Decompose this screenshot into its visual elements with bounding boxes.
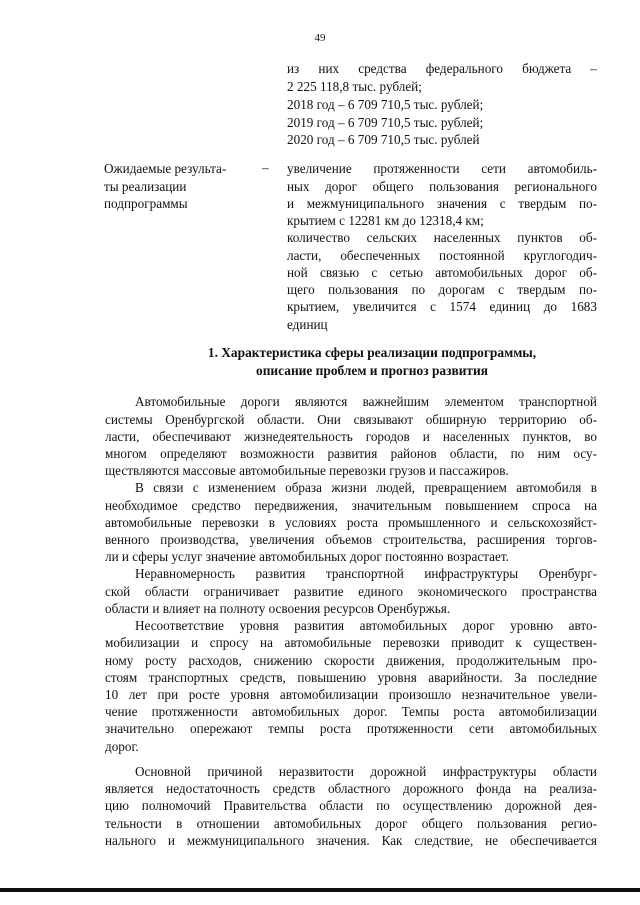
results-line: ласти, обеспеченных постоянной круглогодич- — [287, 248, 597, 263]
body-line: ществляются массовые автомобильные перевозки грузов и пассажиров. — [105, 463, 509, 478]
body-line: дорог. — [105, 739, 139, 754]
funding-line: 2018 год – 6 709 710,5 тыс. рублей; — [287, 97, 484, 112]
body-line: В связи с изменением образа жизни людей, превращением автомобиля в — [135, 480, 597, 495]
body-line: 10 лет при росте уровня автомобилизации произошло незначительное увели- — [105, 687, 597, 702]
funding-line: 2019 год – 6 709 710,5 тыс. рублей; — [287, 115, 484, 130]
body-line: ному росту расходов, снижению скорости движения, продолжительным про- — [105, 653, 597, 668]
body-line: автомобильные перевозки в условиях роста промышленного и сельскохозяйст- — [105, 515, 597, 530]
funding-line: 2 225 118,8 тыс. рублей; — [287, 79, 422, 94]
body-line: Основной причиной неразвитости дорожной инфраструктуры области — [135, 764, 597, 779]
bottom-rule — [0, 888, 640, 892]
body-line: нального и межмуниципального значения. Как следствие, не обеспечивается — [105, 833, 597, 848]
body-line: Неравномерность развития транспортной инфраструктуры Оренбург- — [135, 566, 597, 581]
body-line: многом определяют возможности развития районов области, по ним осу- — [105, 446, 597, 461]
section-heading-line: описание проблем и прогноз развития — [256, 363, 488, 378]
results-line: крытием с 12281 км до 12318,4 км; — [287, 213, 484, 228]
results-line: крытием, увеличится с 1574 единиц до 1683 — [287, 299, 597, 314]
body-line: необходимое средство передвижения, значительным повышением спроса на — [105, 498, 597, 513]
results-line: увеличение протяженности сети автомобиль- — [287, 161, 597, 176]
results-label-line: Ожидаемые результа- — [104, 161, 227, 176]
body-line: является недостаточность средств областного дорожного фонда на реализа- — [105, 781, 597, 796]
results-label-line: ты реализации — [104, 179, 187, 194]
body-line: Автомобильные дороги являются важнейшим элементом транспортной — [135, 394, 597, 409]
body-line: области и влияет на полноту освоения ресурсов Оренбуржья. — [105, 601, 451, 616]
body-line: венного производства, увеличения объемов строительства, расширения торгов- — [105, 532, 597, 547]
funding-line: 2020 год – 6 709 710,5 тыс. рублей — [287, 132, 480, 147]
body-line: системы Оренбургской области. Они связывают обширную территорию об- — [105, 412, 597, 427]
results-dash: – — [262, 160, 269, 175]
body-line: тельности в отношении автомобильных дорог общего пользования регио- — [105, 816, 597, 831]
body-line: чение протяженности автомобильных дорог. Темпы роста автомобилизации — [105, 704, 597, 719]
body-line: Несоответствие уровня развития автомобильных дорог уровню авто- — [135, 618, 597, 633]
results-line: единиц — [287, 317, 328, 332]
body-line: мобилизации и спросу на автомобильные перевозки приводит к существен- — [105, 635, 597, 650]
body-line: значительно опережают темпы роста протяженности сети автомобильных — [105, 721, 597, 736]
body-line: ли и сферы услуг значение автомобильных дорог постоянно возрастает. — [105, 549, 509, 564]
results-line: ной связью с сетью автомобильных дорог об- — [287, 265, 597, 280]
funding-line: из них средства федерального бюджета – — [287, 61, 597, 76]
page-number: 49 — [314, 32, 326, 44]
results-line: и межмуниципального значения с твердым по- — [287, 196, 597, 211]
results-line: количество сельских населенных пунктов об- — [287, 230, 597, 245]
body-line: цию полномочий Правительства области по осуществлению дорожной дея- — [105, 798, 597, 813]
results-line: щего пользования по дорогам с твердым по- — [287, 282, 597, 297]
body-line: ской области ограничивает развитие единого экономического пространства — [105, 584, 597, 599]
results-line: ных дорог общего пользования регионального — [287, 179, 597, 194]
section-heading-line: 1. Характеристика сферы реализации подпрограммы, — [207, 345, 537, 360]
results-label-line: подпрограммы — [104, 196, 188, 211]
body-line: стоям транспортных средств, повышению уровня аварийности. За последние — [105, 670, 597, 685]
body-line: ласти, обеспечивают жизнедеятельность городов и населенных пунктов, во — [105, 429, 597, 444]
